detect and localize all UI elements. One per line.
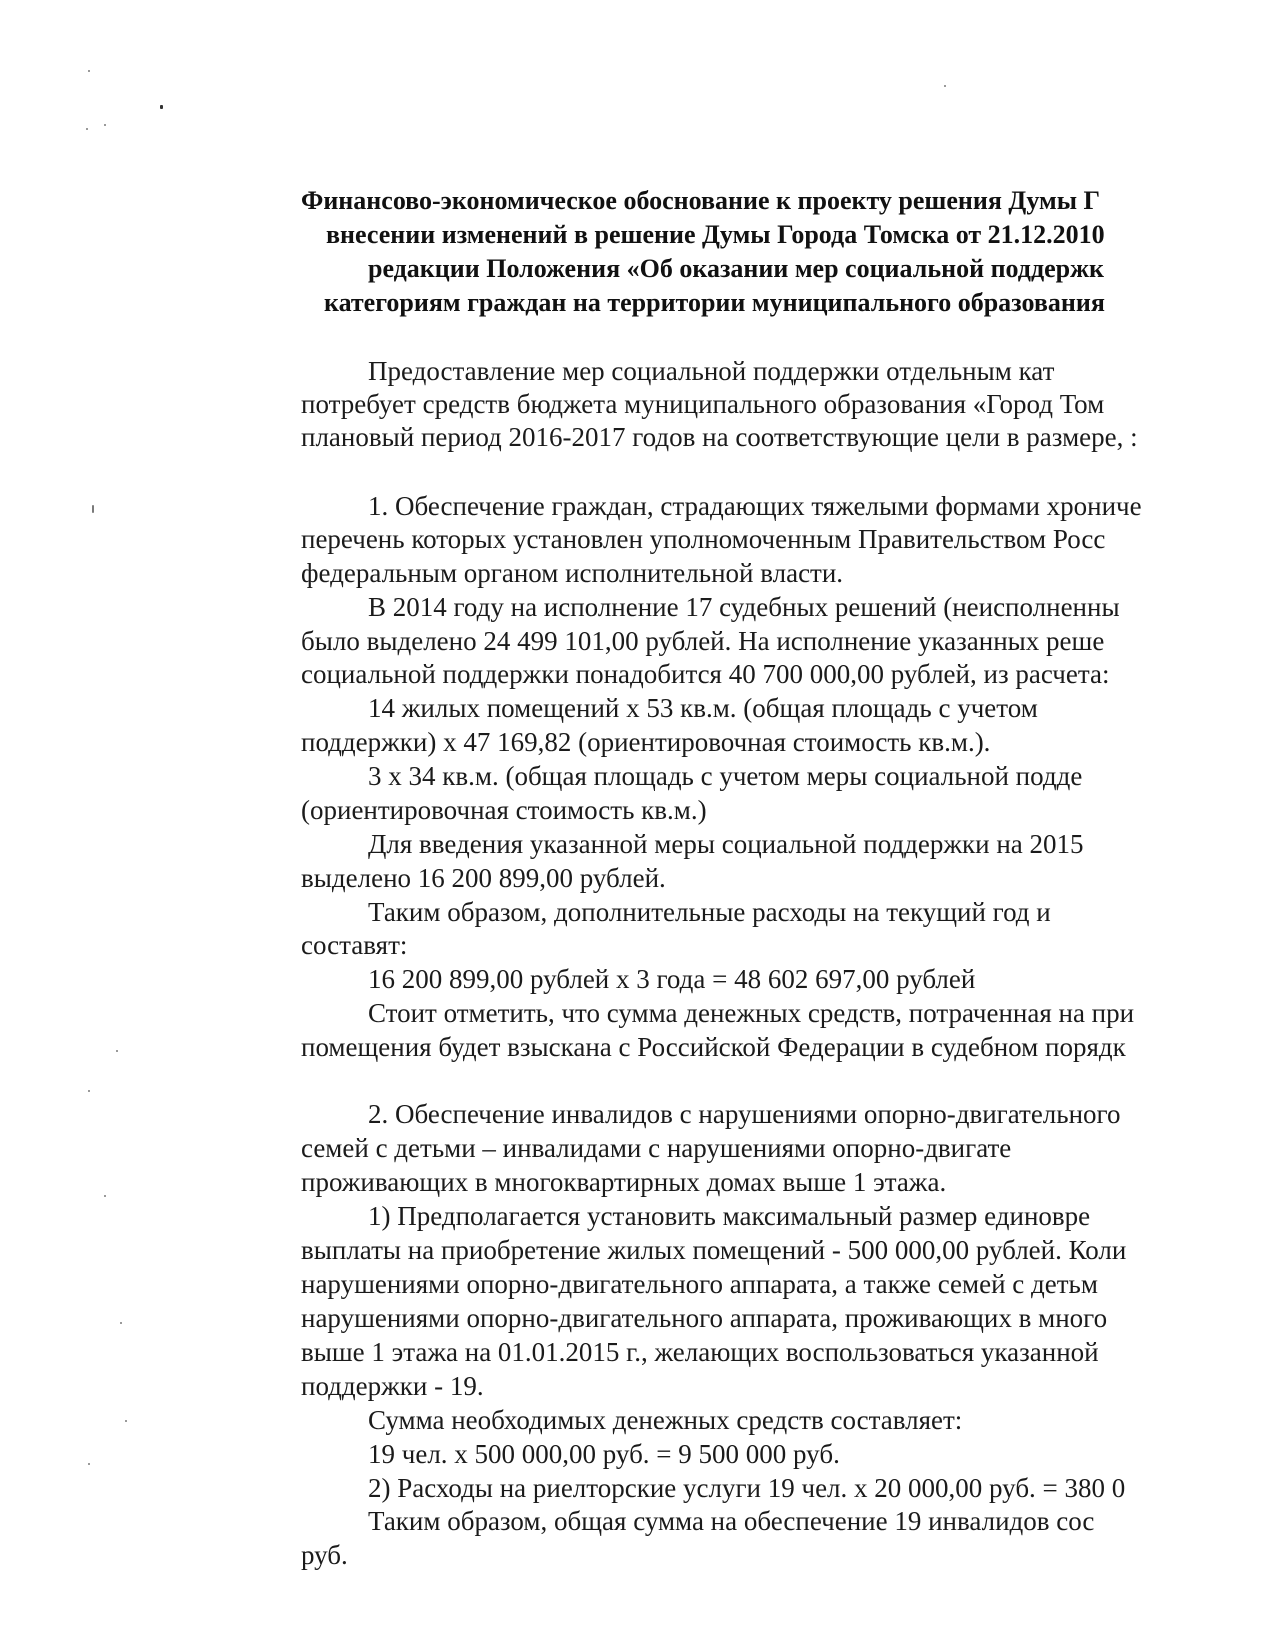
- body-text-line: 14 жилых помещений х 53 кв.м. (общая площадь с учетом: [368, 693, 1038, 723]
- body-text-line: 16 200 899,00 рублей х 3 года = 48 602 697,00 рублей: [368, 964, 976, 994]
- scan-speck: [88, 70, 90, 72]
- scan-speck: [944, 85, 946, 87]
- body-text-line: выше 1 этажа на 01.01.2015 г., желающих воспользоваться указанной: [301, 1337, 1099, 1367]
- body-text-line: плановый период 2016-2017 годов на соответствующие цели в размере, :: [301, 422, 1138, 452]
- scan-speck: [104, 1195, 106, 1197]
- scan-speck: [86, 128, 88, 130]
- body-text-line: потребует средств бюджета муниципального образования «Город Том: [301, 389, 1105, 419]
- body-text-line: поддержки) х 47 169,82 (ориентировочная стоимость кв.м.).: [301, 727, 991, 757]
- body-text-line: (ориентировочная стоимость кв.м.): [301, 795, 707, 825]
- body-text-line: руб.: [301, 1540, 348, 1570]
- scan-speck: [160, 105, 163, 109]
- body-text-line: Стоит отметить, что сумма денежных средств, потраченная на при: [368, 998, 1135, 1028]
- body-text-line: В 2014 году на исполнение 17 судебных решений (неисполненны: [368, 592, 1120, 622]
- body-text-line: Таким образом, дополнительные расходы на текущий год и: [368, 897, 1051, 927]
- scan-speck: [120, 1322, 122, 1324]
- body-text-line: выплаты на приобретение жилых помещений - 500 000,00 рублей. Коли: [301, 1235, 1127, 1265]
- document-title-line: Финансово-экономическое обоснование к проекту решения Думы Г: [301, 186, 1101, 215]
- scan-speck: [88, 1463, 90, 1465]
- body-text-line: семей с детьми – инвалидами с нарушениями опорно-двигате: [301, 1133, 1012, 1163]
- scan-speck: [104, 124, 106, 126]
- body-text-line: нарушениями опорно-двигательного аппарата, проживающих в много: [301, 1303, 1108, 1333]
- scan-speck: [92, 505, 94, 513]
- body-text-line: 1. Обеспечение граждан, страдающих тяжелыми формами хрониче: [368, 491, 1142, 521]
- scan-speck: [116, 1050, 118, 1052]
- body-text-line: Таким образом, общая сумма на обеспечение 19 инвалидов сос: [368, 1506, 1095, 1536]
- body-text-line: помещения будет взыскана с Российской Федерации в судебном порядк: [301, 1032, 1126, 1062]
- document-title-line: категориям граждан на территории муниципального образования: [324, 288, 1105, 317]
- body-text-line: Сумма необходимых денежных средств составляет:: [368, 1405, 963, 1435]
- body-text-line: Предоставление мер социальной поддержки отдельным кат: [368, 356, 1055, 386]
- document-title-line: редакции Положения «Об оказании мер социальной поддержк: [368, 254, 1104, 283]
- body-text-line: Для введения указанной меры социальной поддержки на 2015: [368, 829, 1084, 859]
- scan-speck: [88, 1090, 90, 1092]
- body-text-line: 2. Обеспечение инвалидов с нарушениями опорно-двигательного: [368, 1099, 1121, 1129]
- body-text-line: 3 х 34 кв.м. (общая площадь с учетом меры социальной подде: [368, 761, 1083, 791]
- body-text-line: федеральным органом исполнительной власти.: [301, 558, 844, 588]
- body-text-line: поддержки - 19.: [301, 1371, 484, 1401]
- body-text-line: составят:: [301, 930, 408, 960]
- body-text-line: нарушениями опорно-двигательного аппарата, а также семей с детьм: [301, 1269, 1098, 1299]
- body-text-line: проживающих в многоквартирных домах выше 1 этажа.: [301, 1167, 947, 1197]
- body-text-line: 2) Расходы на риелторские услуги 19 чел. х 20 000,00 руб. = 380 0: [368, 1473, 1126, 1503]
- document-title-line: внесении изменений в решение Думы Города Томска от 21.12.2010: [326, 220, 1105, 249]
- body-text-line: социальной поддержки понадобится 40 700 000,00 рублей, из расчета:: [301, 659, 1110, 689]
- body-text-line: 19 чел. х 500 000,00 руб. = 9 500 000 руб.: [368, 1439, 840, 1469]
- body-text-line: выделено 16 200 899,00 рублей.: [301, 863, 666, 893]
- body-text-line: было выделено 24 499 101,00 рублей. На исполнение указанных реше: [301, 626, 1105, 656]
- scan-speck: [125, 1420, 127, 1422]
- body-text-line: 1) Предполагается установить максимальный размер единовре: [368, 1201, 1091, 1231]
- body-text-line: перечень которых установлен уполномоченным Правительством Росс: [301, 524, 1106, 554]
